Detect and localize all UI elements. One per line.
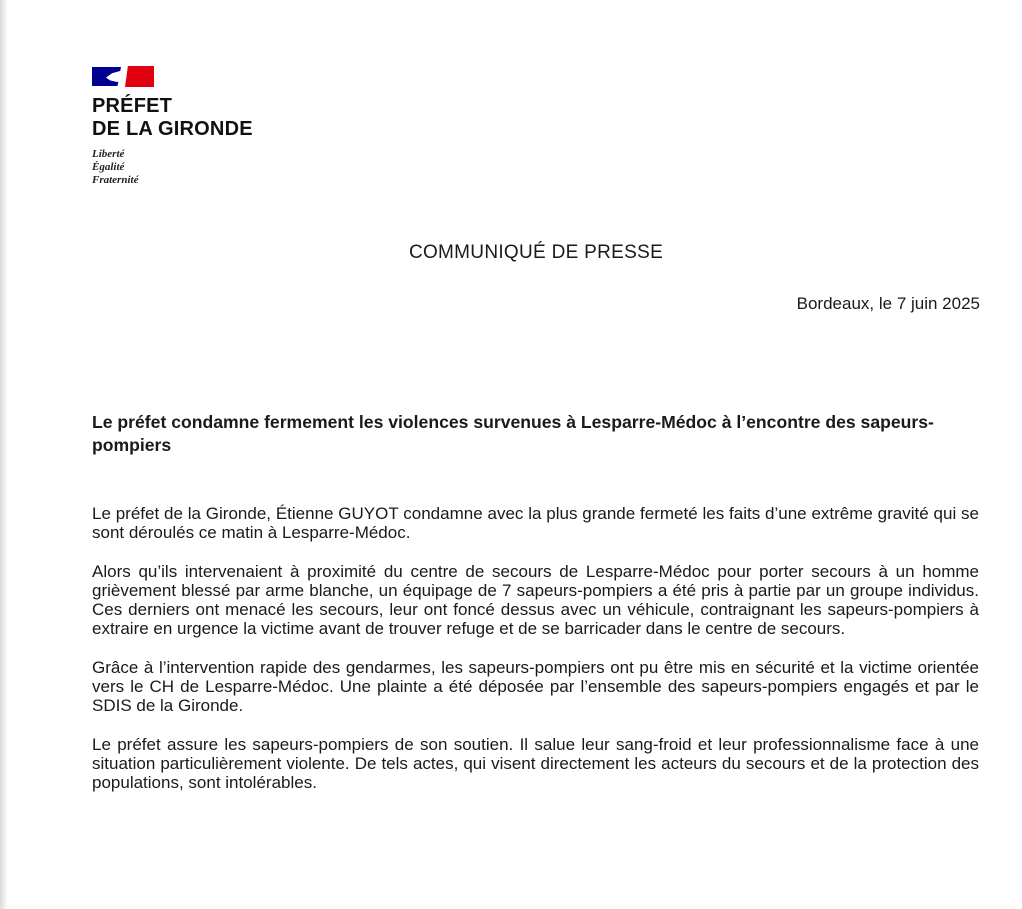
body-paragraph-3: Grâce à l’intervention rapide des gendarmes, les sapeurs-pompiers ont pu être mis en sécurité et la victime orientée vers le CH de Lesparre-Médoc. Une plainte a été déposée par l’ensemble des sapeurs-pompiers engagés et par le SDIS de la Gironde.	[92, 657, 979, 716]
page-edge-shadow	[0, 0, 8, 909]
motto-egalite: Égalité	[92, 161, 125, 173]
motto-liberte: Liberté	[92, 148, 125, 160]
marianne-flag-icon	[92, 66, 154, 87]
body-paragraph-1: Le préfet de la Gironde, Étienne GUYOT condamne avec la plus grande fermeté les faits d’une extrême gravité qui se sont déroulés ce matin à Lesparre-Médoc.	[92, 504, 979, 543]
document-type-title: COMMUNIQUÉ DE PRESSE	[408, 242, 664, 263]
place-and-date: Bordeaux, le 7 juin 2025	[796, 294, 980, 313]
body-paragraph-4: Le préfet assure les sapeurs-pompiers de son soutien. Il salue leur sang-froid et leur professionnalisme face à une situation particulièrement violente. De tels actes, qui visent directement les acteurs du secours et de la protection des populations, sont intolérables.	[92, 734, 979, 793]
press-release-headline: Le préfet condamne fermement les violences survenues à Lesparre-Médoc à l’encontre des sapeurs-pompiers	[92, 412, 934, 455]
prefecture-logo	[92, 66, 312, 187]
flag-red-band	[125, 66, 154, 87]
motto-fraternite: Fraternité	[92, 174, 139, 186]
republic-motto	[92, 148, 312, 187]
org-name-line-2: DE LA GIRONDE	[92, 118, 253, 140]
body-paragraph-2: Alors qu’ils intervenaient à proximité du centre de secours de Lesparre-Médoc pour porter secours à un homme grièvement blessé par arme blanche, un équipage de 7 sapeurs-pompiers a été pris à partie par un groupe individus. Ces derniers ont menacé les secours, leur ont foncé dessus avec un véhicule, contraignant les sapeurs-pompiers à extraire en urgence la victime avant de trouver refuge et de se barricader dans le centre de secours.	[92, 561, 979, 639]
org-name-line-1: PRÉFET	[92, 95, 173, 117]
press-release-body	[92, 504, 979, 812]
